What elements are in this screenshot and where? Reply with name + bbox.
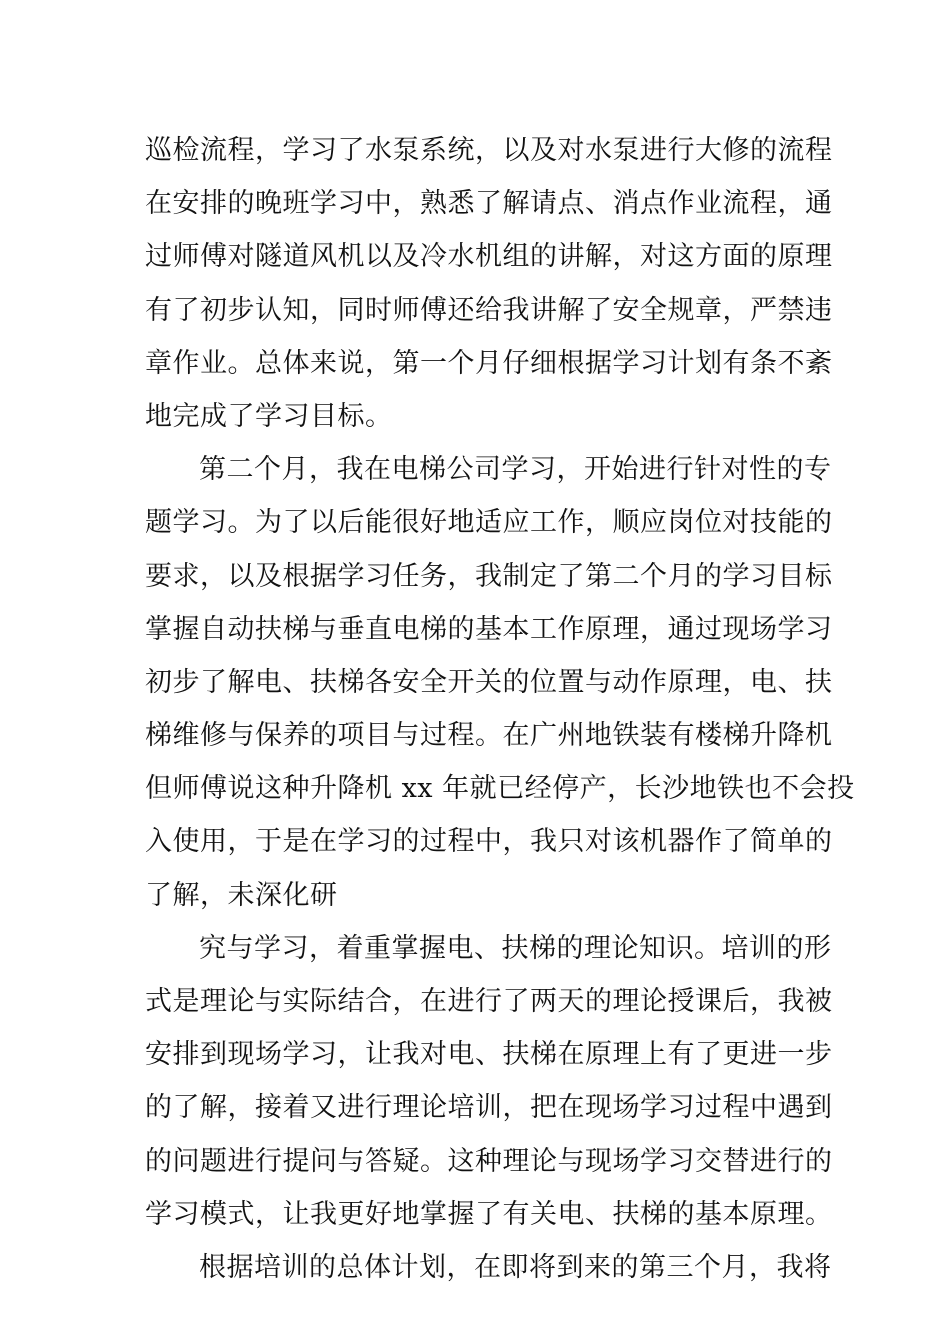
paragraph-start-line: 第二个月，我在电梯公司学习，开始进行针对性的专 xyxy=(199,454,832,486)
text-line: 要求，以及根据学习任务，我制定了第二个月的学习目标 xyxy=(145,560,833,592)
text-line: 的了解，接着又进行理论培训，把在现场学习过程中遇到 xyxy=(145,1092,833,1124)
text-line: 式是理论与实际结合，在进行了两天的理论授课后，我被 xyxy=(145,986,833,1017)
text-line: 在安排的晚班学习中，熟悉了解请点、消点作业流程，通 xyxy=(145,188,833,220)
text-line: 学习模式，让我更好地掌握了有关电、扶梯的基本原理。 xyxy=(145,1198,833,1230)
text-line: 题学习。为了以后能很好地适应工作，顺应岗位对技能的 xyxy=(145,507,833,539)
document-body xyxy=(145,124,855,1294)
text-line: 安排到现场学习，让我对电、扶梯在原理上有了更进一步 xyxy=(145,1039,833,1071)
text-line: 初步了解电、扶梯各安全开关的位置与动作原理，电、扶 xyxy=(145,666,833,698)
text-line: 地完成了学习目标。 xyxy=(145,400,393,432)
text-line: 巡检流程，学习了水泵系统，以及对水泵进行大修的流程 xyxy=(145,135,833,166)
paragraph-start-line: 根据培训的总体计划，在即将到来的第三个月，我将 xyxy=(199,1251,832,1283)
text-line: 了解，未深化研 xyxy=(145,879,338,911)
paragraph-start-line: 究与学习，着重掌握电、扶梯的理论知识。培训的形 xyxy=(199,932,832,964)
text-line: 章作业。总体来说，第一个月仔细根据学习计划有条不紊 xyxy=(145,347,833,379)
text-line: 梯维修与保养的项目与过程。在广州地铁装有楼梯升降机 xyxy=(145,720,833,752)
text-line: 的问题进行提问与答疑。这种理论与现场学习交替进行的 xyxy=(145,1145,833,1177)
text-line: 有了初步认知，同时师傅还给我讲解了安全规章，严禁违 xyxy=(145,294,833,326)
text-line: 入使用，于是在学习的过程中，我只对该机器作了简单的 xyxy=(145,826,833,858)
text-line: 但师傅说这种升降机 xx 年就已经停产，长沙地铁也不会投 xyxy=(145,773,855,805)
text-line: 掌握自动扶梯与垂直电梯的基本工作原理，通过现场学习 xyxy=(145,613,833,645)
text-line: 过师傅对隧道风机以及冷水机组的讲解，对这方面的原理 xyxy=(145,241,833,273)
